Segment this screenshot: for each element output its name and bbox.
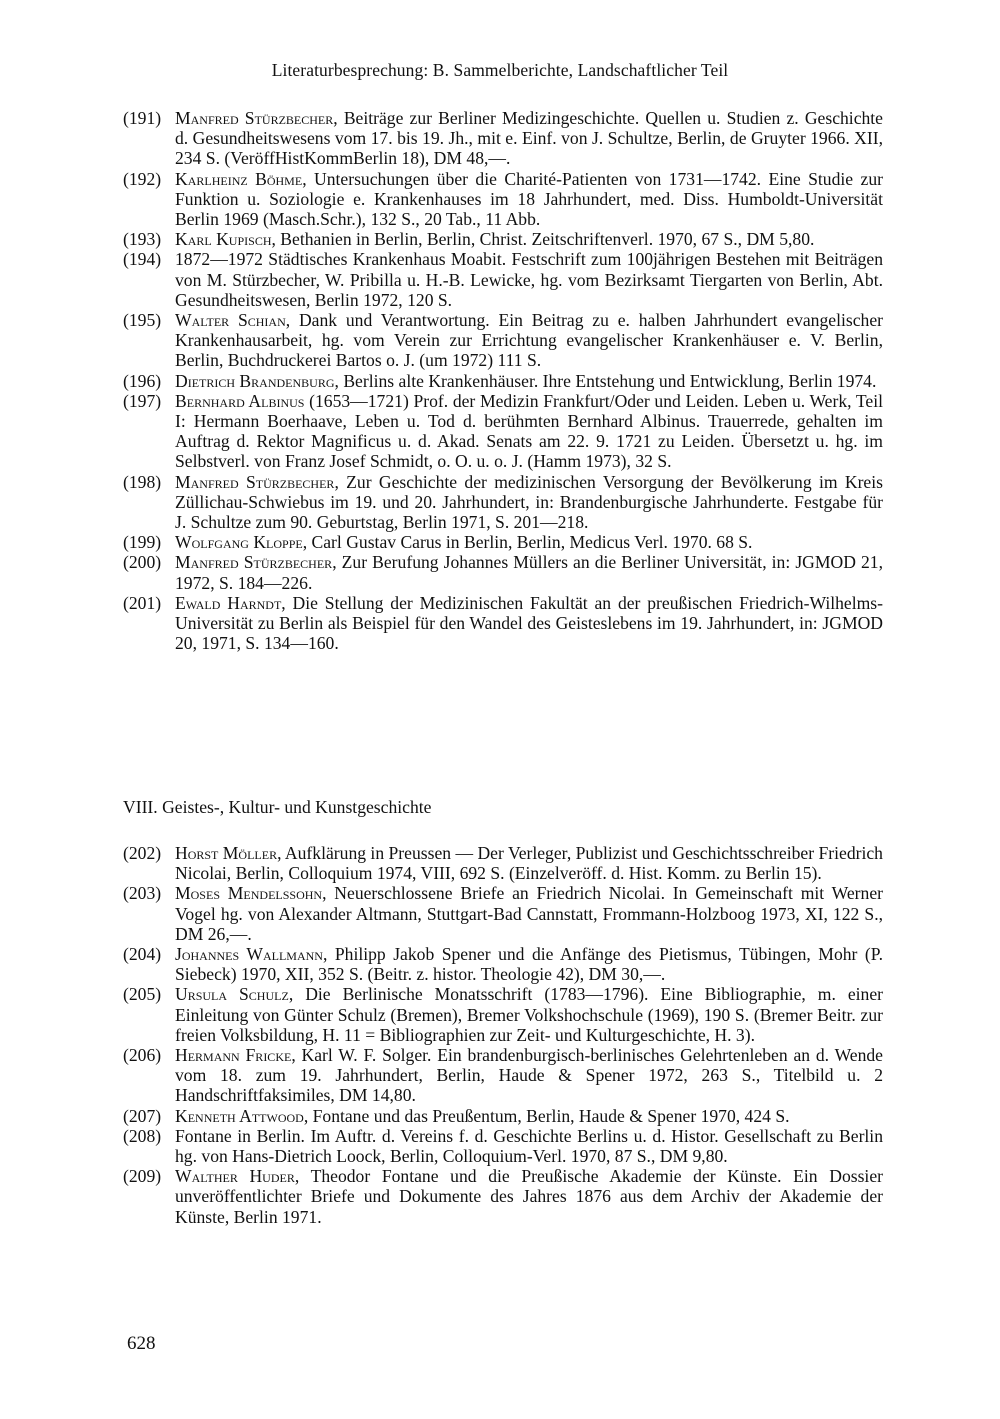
entry-text [175, 984, 883, 1045]
bibliography-entry [123, 1126, 883, 1166]
entry-number: (207) [123, 1105, 162, 1126]
bibliography-entry [123, 229, 883, 249]
entry-author: Dietrich Brandenburg [175, 370, 335, 391]
entry-number: (191) [123, 108, 162, 128]
bibliography-entry [123, 1166, 883, 1227]
running-header: Literaturbesprechung: B. Sammelberichte, Landschaftlicher Teil [271, 60, 729, 80]
entry-body: , Die Berlinische Monatsschrift (1783—1796). Eine Bibliographie, m. einer Einleitung von Günter Schulz (Bremen), Bremer Volkshochschule (1969), 190 S. (Bremer Beitr. zur freien Volksbildung, H. 11 = Bibliographien zur Zeit- und Kulturgeschichte, H. 3). [175, 984, 883, 1045]
entry-text [175, 229, 883, 249]
entry-number: (209) [123, 1166, 162, 1187]
entry-text [175, 249, 883, 310]
bibliography-entry [123, 883, 883, 944]
entry-body: Fontane in Berlin. Im Auftr. d. Vereins f. d. Geschichte Berlins u. d. Histor. Gesellschaft zu Berlin hg. von Hans-Dietrich Loock, Berlin, Colloquium-Verl. 1970, 87 S., DM 9,80. [175, 1125, 883, 1167]
entry-body: , Philipp Jakob Spener und die Anfänge des Pietismus, Tübingen, Mohr (P. Siebeck) 1970, XII, 352 S. (Beitr. z. histor. Theologie 42), DM 30,—. [175, 944, 883, 985]
bibliography-list-medicine [123, 108, 883, 653]
entry-text [175, 1126, 883, 1166]
entry-body: , Karl W. F. Solger. Ein brandenburgisch-berlinisches Gelehrtenleben an d. Wende vom 18. zum 19. Jahrhundert, Berlin, Haude & Spener 1972, 263 S., Titelbild u. 2 Handschriftfaksimiles, DM 14,80. [175, 1045, 883, 1106]
entry-text [175, 108, 883, 169]
entry-body: , Untersuchungen über die Charité-Patienten von 1731—1742. Eine Studie zur Funktion u. Soziologie e. Krankenhauses im 18 Jahrhundert, med. Diss. Humboldt-Universität Berlin 1969 (Masch.Schr.), 132 S., 20 Tab., 11 Abb. [175, 168, 883, 230]
entry-text [175, 1045, 883, 1106]
entry-author: Wolfgang Kloppe [175, 532, 303, 553]
entry-text [175, 310, 883, 371]
entry-number: (203) [123, 883, 162, 904]
entry-author: Walther Huder [175, 1166, 295, 1187]
entry-text [175, 391, 883, 472]
bibliography-entry [123, 108, 883, 169]
entry-number: (200) [123, 552, 162, 573]
entry-text [175, 472, 883, 533]
entry-body: , Zur Berufung Johannes Müllers an die Berliner Universität, in: JGMOD 21, 1972, S. 184—226. [175, 552, 883, 593]
entry-number: (204) [123, 944, 162, 965]
entry-author: Karl Kupisch [175, 229, 272, 250]
entry-number: (193) [123, 229, 162, 250]
entry-number: (192) [123, 168, 162, 189]
bibliography-entry [123, 944, 883, 984]
entry-body: , Zur Geschichte der medizinischen Versorgung der Bevölkerung im Kreis Züllichau-Schwiebus im 19. und 20. Jahrhundert, in: Brandenburgische Jahrhunderte. Festgabe für J. Schultze zum 90. Geburtstag, Berlin 1971, S. 201—218. [175, 471, 883, 533]
entry-number: (198) [123, 471, 162, 492]
page-number: 628 [127, 1333, 156, 1354]
entry-body: , Fontane und das Preußentum, Berlin, Haude & Spener 1970, 424 S. [303, 1105, 790, 1126]
entry-number: (195) [123, 310, 162, 331]
entry-author: Manfred Stürzbecher [175, 552, 333, 573]
entry-body: (1653—1721) Prof. der Medizin Frankfurt/Oder und Leiden. Leben u. Werk, Teil I: Hermann Boerhaave, Leben u. Tod d. berühmten Bernhard Albinus. Trauerrede, gehalten im Auftrag d. Rektor Magnificus u. d. Akad. Senats am 22. 9. 1721 zu Leiden. Übersetzt u. hg. im Selbstverl. von Franz Josef Schmidt, o. O. u. o. J. (Hamm 1973), 32 S. [175, 390, 883, 472]
entry-body: , Beiträge zur Berliner Medizingeschichte. Quellen u. Studien z. Geschichte d. Gesundheitswesens vom 17. bis 19. Jh., mit e. Einf. von J. Schultze, Berlin, de Gruyter 1966. XII, 234 S. (VeröffHistKommBerlin 18), DM 48,—. [175, 108, 883, 169]
entry-author: Ewald Harndt [175, 592, 282, 613]
bibliography-entry [123, 391, 883, 472]
entry-number: (208) [123, 1125, 162, 1146]
bibliography-entry [123, 310, 883, 371]
entry-author: Kenneth Attwood [175, 1105, 304, 1126]
entry-body: , Dank und Verantwortung. Ein Beitrag zu e. halben Jahrhundert evangelischer Krankenhausarbeit, hg. vom Verein zur Errichtung evangelischer Krankenhäuser e. V. Berlin, Berlin, Buchdruckerei Bartos o. J. (um 1972) 111 S. [175, 310, 883, 371]
entry-text [175, 1166, 883, 1227]
entry-number: (205) [123, 984, 162, 1005]
entry-text [175, 883, 883, 944]
bibliography-entry [123, 1106, 883, 1126]
entry-body: , Berlins alte Krankenhäuser. Ihre Entstehung und Entwicklung, Berlin 1974. [334, 370, 877, 391]
bibliography-entry [123, 472, 883, 533]
entry-author: Moses Mendelssohn [175, 883, 323, 904]
entry-number: (196) [123, 370, 162, 391]
entry-body: 1872—1972 Städtisches Krankenhaus Moabit. Festschrift zum 100jährigen Bestehen mit Beiträgen von M. Stürzbecher, W. Pribilla u. H.-B. Lewicke, hg. vom Bezirksamt Tiergarten von Berlin, Abt. Gesundheitswesen, Berlin 1972, 120 S. [175, 249, 883, 310]
entry-text [175, 1106, 883, 1126]
entry-author: Manfred Stürzbecher [175, 108, 334, 128]
bibliography-entry [123, 593, 883, 654]
entry-body: , Bethanien in Berlin, Berlin, Christ. Zeitschriftenverl. 1970, 67 S., DM 5,80. [271, 229, 815, 250]
entry-text [175, 593, 883, 654]
bibliography-entry [123, 1045, 883, 1106]
section-heading: VIII. Geistes-, Kultur- und Kunstgeschichte [123, 797, 432, 817]
entry-number: (201) [123, 592, 162, 613]
entry-text [175, 169, 883, 230]
entry-author: Karlheinz Böhme [175, 168, 303, 189]
entry-body: , Aufklärung in Preussen — Der Verleger, Publizist und Geschichtsschreiber Friedrich Nicolai, Berlin, Colloquium 1974, VIII, 692 S. (Einzelveröff. d. Hist. Komm. zu Berlin 15). [175, 843, 883, 884]
entry-number: (194) [123, 249, 162, 270]
entry-body: , Carl Gustav Carus in Berlin, Berlin, Medicus Verl. 1970. 68 S. [302, 532, 753, 553]
bibliography-entry [123, 169, 883, 230]
entry-body: , Neuerschlossene Briefe an Friedrich Nicolai. In Gemeinschaft mit Werner Vogel hg. von Alexander Altmann, Stuttgart-Bad Cannstatt, Frommann-Holzboog 1973, XI, 122 S., DM 26,—. [175, 883, 884, 944]
entry-author: Walter Schian [175, 310, 286, 331]
entry-author: Manfred Stürzbecher [175, 471, 335, 492]
bibliography-entry [123, 984, 883, 1045]
entry-author: Ursula Schulz [175, 984, 289, 1005]
bibliography-entry [123, 249, 883, 310]
entry-number: (199) [123, 532, 162, 553]
entry-author: Hermann Fricke [175, 1045, 292, 1066]
entry-author: Horst Möller [175, 843, 278, 863]
entry-text [175, 552, 883, 592]
entry-text [175, 944, 883, 984]
entry-number: (197) [123, 390, 162, 411]
entry-body: , Theodor Fontane und die Preußische Akademie der Künste. Ein Dossier unveröffentlichter Briefe und Dokumente des Jahres 1876 aus dem Archiv der Akademie der Künste, Berlin 1971. [175, 1166, 883, 1227]
bibliography-list-culture [123, 843, 883, 1227]
entry-number: (206) [123, 1045, 162, 1066]
entry-body: , Die Stellung der Medizinischen Fakultät an der preußischen Friedrich-Wilhelms-Universität zu Berlin als Beispiel für den Wandel des Geisteslebens im 19. Jahrhundert, in: JGMOD 20, 1971, S. 134—160. [175, 592, 884, 654]
bibliography-entry [123, 532, 883, 552]
entry-author: Johannes Wallmann [175, 944, 323, 965]
entry-text [175, 843, 883, 883]
entry-text [175, 532, 883, 552]
entry-author: Bernhard Albinus [175, 390, 305, 411]
entry-number: (202) [123, 843, 162, 863]
bibliography-entry [123, 552, 883, 592]
bibliography-entry [123, 843, 883, 883]
entry-text [175, 371, 883, 391]
bibliography-entry [123, 371, 883, 391]
